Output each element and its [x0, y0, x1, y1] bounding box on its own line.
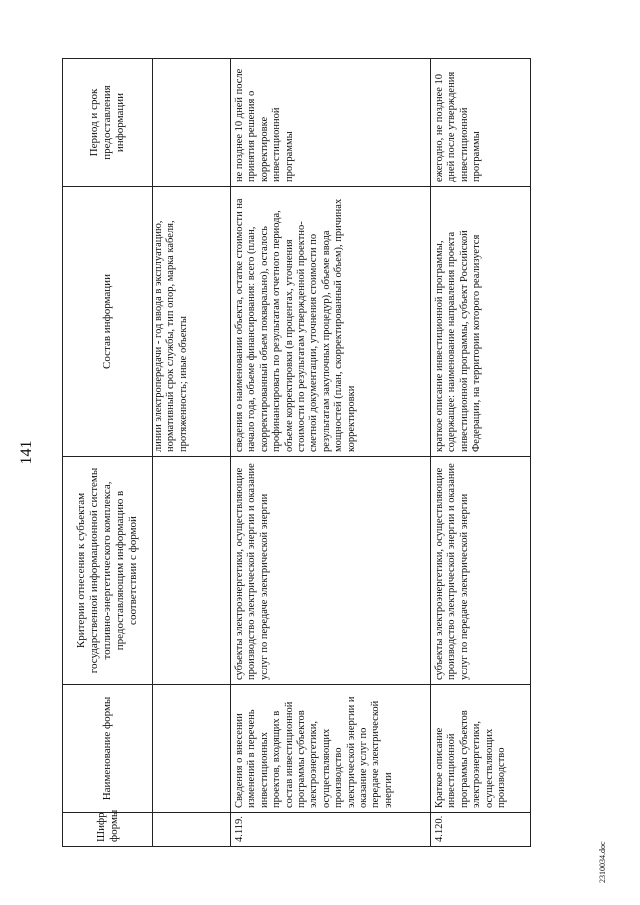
cell-name — [153, 685, 231, 813]
table-header-row — [63, 59, 153, 847]
page-number: 141 — [18, 440, 35, 465]
cell-criteria: субъекты электроэнергетики, осуществляющие производство электрической энергии и оказание услуг по передаче электрической энергии — [231, 457, 431, 685]
header-period: Период и срок предоставления информации — [63, 59, 153, 187]
cell-content: сведения о наименовании объекта, остатке стоимости на начало года, объеме финансирования: всего (план, скорректированный объем покварально), осталось профинансировать по результатам отчетного периода, объеме корректировки (в процентах, уточнения стоимости по результатам утвержденной проектно-сметной документации, уточнения стоимости по результатам закупочных процедур), объеме ввода мощностей (план, скорректированный объем), причинах корректировки — [231, 187, 431, 457]
cell-content: линии электропередачи - год ввода в эксплуатацию, нормативный срок службы, тип опор, марка кабеля, протяженность; иные объекты — [153, 187, 231, 457]
cell-code: 4.120. — [431, 813, 531, 847]
cell-criteria — [153, 457, 231, 685]
table-row — [231, 59, 431, 847]
cell-code — [153, 813, 231, 847]
forms-table — [62, 58, 531, 847]
table-row-continuation — [153, 59, 231, 847]
cell-period: ежегодно, не позднее 10 дней после утверждения инвестиционной программы — [431, 59, 531, 187]
header-criteria: Критерии отнесения к субъектам государственной информационной системы топливно-энергетического комплекса, предоставляющим информацию в соответствии с формой — [63, 457, 153, 685]
header-name: Наименование формы — [63, 685, 153, 813]
cell-code: 4.119. — [231, 813, 431, 847]
cell-name: Краткое описание инвестиционной программы субъектов электроэнергетики, осуществляющих производство — [431, 685, 531, 813]
cell-content: краткое описание инвестиционной программы, содержащее: наименование направления проекта инвестиционной программы, субъект Российской Федерации, на территории которого реализуется — [431, 187, 531, 457]
cell-criteria: субъекты электроэнергетики, осуществляющие производство электрической энергии и оказание услуг по передаче электрической энергии — [431, 457, 531, 685]
cell-name: Сведения о внесении изменений в перечень инвестиционных проектов, входящих в состав инвестиционной программы субъектов электроэнергетики, осуществляющих производство электрической энергии и оказание услуг по передаче электрической энергии — [231, 685, 431, 813]
table-row — [431, 59, 531, 847]
header-code: Шифр формы — [63, 813, 153, 847]
cell-period — [153, 59, 231, 187]
document-file-code: 2310034.doc — [598, 841, 607, 883]
cell-period: не позднее 10 дней после принятия решения о корректировке инвестиционной программы — [231, 59, 431, 187]
header-content: Состав информации — [63, 187, 153, 457]
